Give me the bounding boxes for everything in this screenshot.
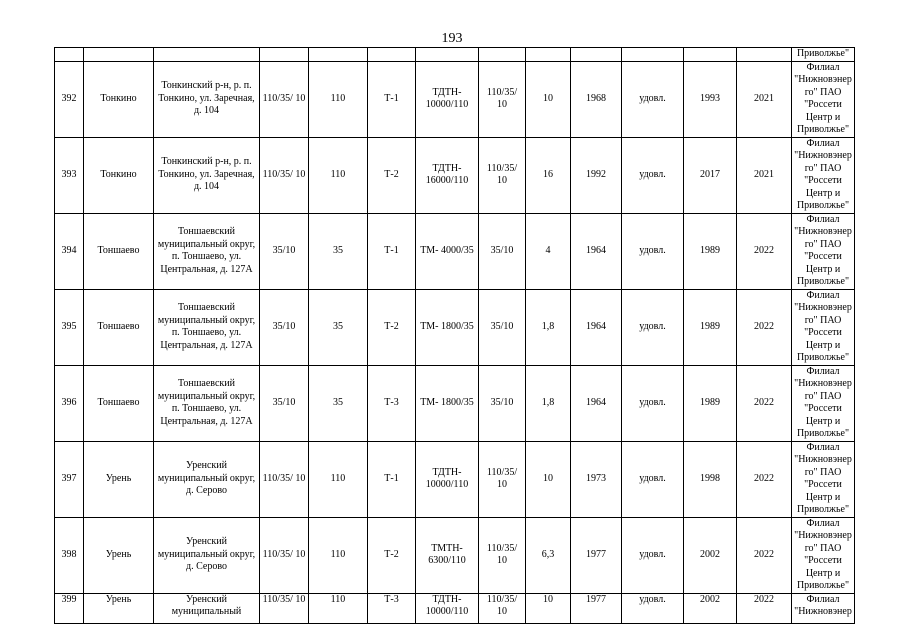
cell-power — [526, 48, 571, 62]
cell-voltage-kv: 35 — [309, 365, 368, 441]
cell-owner: Филиал "Нижновэнер го" ПАО "Россети Центр и Приволжье" — [792, 517, 855, 593]
cell-address: Уренский муниципальный округ, д. Серово — [154, 517, 260, 593]
cell-address: Уренский муниципальный — [154, 593, 260, 623]
cell-num: 395 — [55, 289, 84, 365]
cell-power: 6,3 — [526, 517, 571, 593]
cell-power: 4 — [526, 213, 571, 289]
cell-year: 1973 — [571, 441, 622, 517]
cell-year: 1977 — [571, 593, 622, 623]
cell-voltage-kv — [309, 48, 368, 62]
cell-year-in: 2022 — [737, 213, 792, 289]
page-number: 193 — [441, 31, 463, 46]
cell-voltage-class: 35/10 — [260, 289, 309, 365]
cell-transformer-type — [416, 48, 479, 62]
table-row — [55, 61, 855, 137]
cell-dispatch-name — [368, 48, 416, 62]
cell-dispatch-name: Т-1 — [368, 441, 416, 517]
cell-settlement: Тоншаево — [84, 289, 154, 365]
cell-settlement — [84, 48, 154, 62]
cell-dispatch-name: Т-2 — [368, 289, 416, 365]
cell-winding-voltage: 110/35/ 10 — [479, 517, 526, 593]
cell-settlement: Тоншаево — [84, 213, 154, 289]
cell-voltage-class: 110/35/ 10 — [260, 137, 309, 213]
cell-settlement: Тонкино — [84, 137, 154, 213]
cell-num: 396 — [55, 365, 84, 441]
cell-owner: Филиал "Нижновэнер го" ПАО "Россети Центр и Приволжье" — [792, 61, 855, 137]
cell-dispatch-name: Т-1 — [368, 213, 416, 289]
cell-transformer-type: ТДТН- 10000/110 — [416, 61, 479, 137]
cell-winding-voltage: 35/10 — [479, 289, 526, 365]
cell-voltage-kv: 110 — [309, 441, 368, 517]
cell-year-in: 2022 — [737, 517, 792, 593]
table-row — [55, 441, 855, 517]
cell-dispatch-name: Т-2 — [368, 517, 416, 593]
cell-power: 10 — [526, 61, 571, 137]
cell-year-in: 2022 — [737, 365, 792, 441]
cell-voltage-kv: 110 — [309, 517, 368, 593]
cell-voltage-class: 110/35/ 10 — [260, 517, 309, 593]
cell-voltage-kv: 110 — [309, 137, 368, 213]
cell-num: 393 — [55, 137, 84, 213]
cell-state: удовл. — [622, 365, 684, 441]
cell-year-in: 2022 — [737, 441, 792, 517]
cell-year-in: 2022 — [737, 289, 792, 365]
cell-voltage-class: 110/35/ 10 — [260, 593, 309, 623]
substation-table — [54, 47, 855, 624]
cell-year — [571, 48, 622, 62]
cell-year: 1964 — [571, 365, 622, 441]
cell-winding-voltage: 35/10 — [479, 213, 526, 289]
cell-dispatch-name: Т-3 — [368, 593, 416, 623]
cell-settlement: Урень — [84, 441, 154, 517]
cell-address: Тоншаевский муниципальный округ, п. Тоншаево, ул. Центральная, д. 127А — [154, 365, 260, 441]
cell-address: Тоншаевский муниципальный округ, п. Тоншаево, ул. Центральная, д. 127А — [154, 289, 260, 365]
cell-overhaul-year: 1989 — [684, 289, 737, 365]
cell-voltage-class: 35/10 — [260, 213, 309, 289]
cell-transformer-type: ТМ- 1800/35 — [416, 289, 479, 365]
cell-owner: Филиал "Нижновэнер — [792, 593, 855, 623]
cell-owner: Филиал "Нижновэнер го" ПАО "Россети Центр и Приволжье" — [792, 137, 855, 213]
cell-transformer-type: ТДТН- 16000/110 — [416, 137, 479, 213]
cell-voltage-class: 110/35/ 10 — [260, 441, 309, 517]
cell-num: 399 — [55, 593, 84, 623]
cell-owner: Филиал "Нижновэнер го" ПАО "Россети Центр и Приволжье" — [792, 365, 855, 441]
cell-state: удовл. — [622, 137, 684, 213]
cell-state: удовл. — [622, 593, 684, 623]
cell-owner: Приволжье" — [792, 48, 855, 62]
cell-power: 10 — [526, 441, 571, 517]
cell-transformer-type: ТМ- 4000/35 — [416, 213, 479, 289]
cell-power: 1,8 — [526, 289, 571, 365]
cell-overhaul-year — [684, 48, 737, 62]
cell-winding-voltage: 110/35/ 10 — [479, 441, 526, 517]
cell-voltage-kv: 110 — [309, 61, 368, 137]
cell-year-in: 2022 — [737, 593, 792, 623]
table-row — [55, 517, 855, 593]
cell-address: Тоншаевский муниципальный округ, п. Тоншаево, ул. Центральная, д. 127А — [154, 213, 260, 289]
cell-overhaul-year: 1989 — [684, 365, 737, 441]
cell-transformer-type: ТДТН- 10000/110 — [416, 441, 479, 517]
cell-settlement: Урень — [84, 593, 154, 623]
cell-address: Уренский муниципальный округ, д. Серово — [154, 441, 260, 517]
table-row-continuation — [55, 48, 855, 62]
cell-power: 1,8 — [526, 365, 571, 441]
cell-voltage-class: 110/35/ 10 — [260, 61, 309, 137]
cell-transformer-type: ТДТН- 10000/110 — [416, 593, 479, 623]
table-row — [55, 365, 855, 441]
cell-owner: Филиал "Нижновэнер го" ПАО "Россети Центр и Приволжье" — [792, 213, 855, 289]
cell-winding-voltage: 35/10 — [479, 365, 526, 441]
table-row — [55, 137, 855, 213]
cell-state — [622, 48, 684, 62]
cell-address: Тонкинский р-н, р. п. Тонкино, ул. Заречная, д. 104 — [154, 61, 260, 137]
cell-overhaul-year: 1993 — [684, 61, 737, 137]
cell-address — [154, 48, 260, 62]
cell-owner: Филиал "Нижновэнер го" ПАО "Россети Центр и Приволжье" — [792, 289, 855, 365]
cell-power: 10 — [526, 593, 571, 623]
cell-dispatch-name: Т-1 — [368, 61, 416, 137]
cell-voltage-class — [260, 48, 309, 62]
cell-state: удовл. — [622, 61, 684, 137]
cell-settlement: Урень — [84, 517, 154, 593]
cell-num: 394 — [55, 213, 84, 289]
cell-state: удовл. — [622, 213, 684, 289]
cell-overhaul-year: 2002 — [684, 517, 737, 593]
cell-num — [55, 48, 84, 62]
cell-voltage-kv: 110 — [309, 593, 368, 623]
table-row — [55, 213, 855, 289]
cell-settlement: Тоншаево — [84, 365, 154, 441]
cell-winding-voltage: 110/35/ 10 — [479, 137, 526, 213]
cell-state: удовл. — [622, 517, 684, 593]
cell-winding-voltage — [479, 48, 526, 62]
cell-power: 16 — [526, 137, 571, 213]
cell-transformer-type: ТМ- 1800/35 — [416, 365, 479, 441]
cell-year: 1992 — [571, 137, 622, 213]
cell-winding-voltage: 110/35/ 10 — [479, 593, 526, 623]
cell-overhaul-year: 1989 — [684, 213, 737, 289]
cell-year: 1964 — [571, 289, 622, 365]
cell-voltage-kv: 35 — [309, 289, 368, 365]
cell-address: Тонкинский р-н, р. п. Тонкино, ул. Заречная, д. 104 — [154, 137, 260, 213]
cell-year-in — [737, 48, 792, 62]
cell-year: 1977 — [571, 517, 622, 593]
cell-year-in: 2021 — [737, 61, 792, 137]
table-row — [55, 289, 855, 365]
cell-num: 392 — [55, 61, 84, 137]
cell-year-in: 2021 — [737, 137, 792, 213]
cell-overhaul-year: 1998 — [684, 441, 737, 517]
cell-settlement: Тонкино — [84, 61, 154, 137]
cell-overhaul-year: 2017 — [684, 137, 737, 213]
cell-year: 1964 — [571, 213, 622, 289]
cell-dispatch-name: Т-2 — [368, 137, 416, 213]
cell-owner: Филиал "Нижновэнер го" ПАО "Россети Центр и Приволжье" — [792, 441, 855, 517]
cell-year: 1968 — [571, 61, 622, 137]
cell-winding-voltage: 110/35/ 10 — [479, 61, 526, 137]
cell-dispatch-name: Т-3 — [368, 365, 416, 441]
cell-overhaul-year: 2002 — [684, 593, 737, 623]
table-row — [55, 593, 855, 623]
cell-num: 398 — [55, 517, 84, 593]
cell-state: удовл. — [622, 289, 684, 365]
cell-voltage-kv: 35 — [309, 213, 368, 289]
cell-state: удовл. — [622, 441, 684, 517]
cell-voltage-class: 35/10 — [260, 365, 309, 441]
cell-num: 397 — [55, 441, 84, 517]
cell-transformer-type: ТМТН- 6300/110 — [416, 517, 479, 593]
